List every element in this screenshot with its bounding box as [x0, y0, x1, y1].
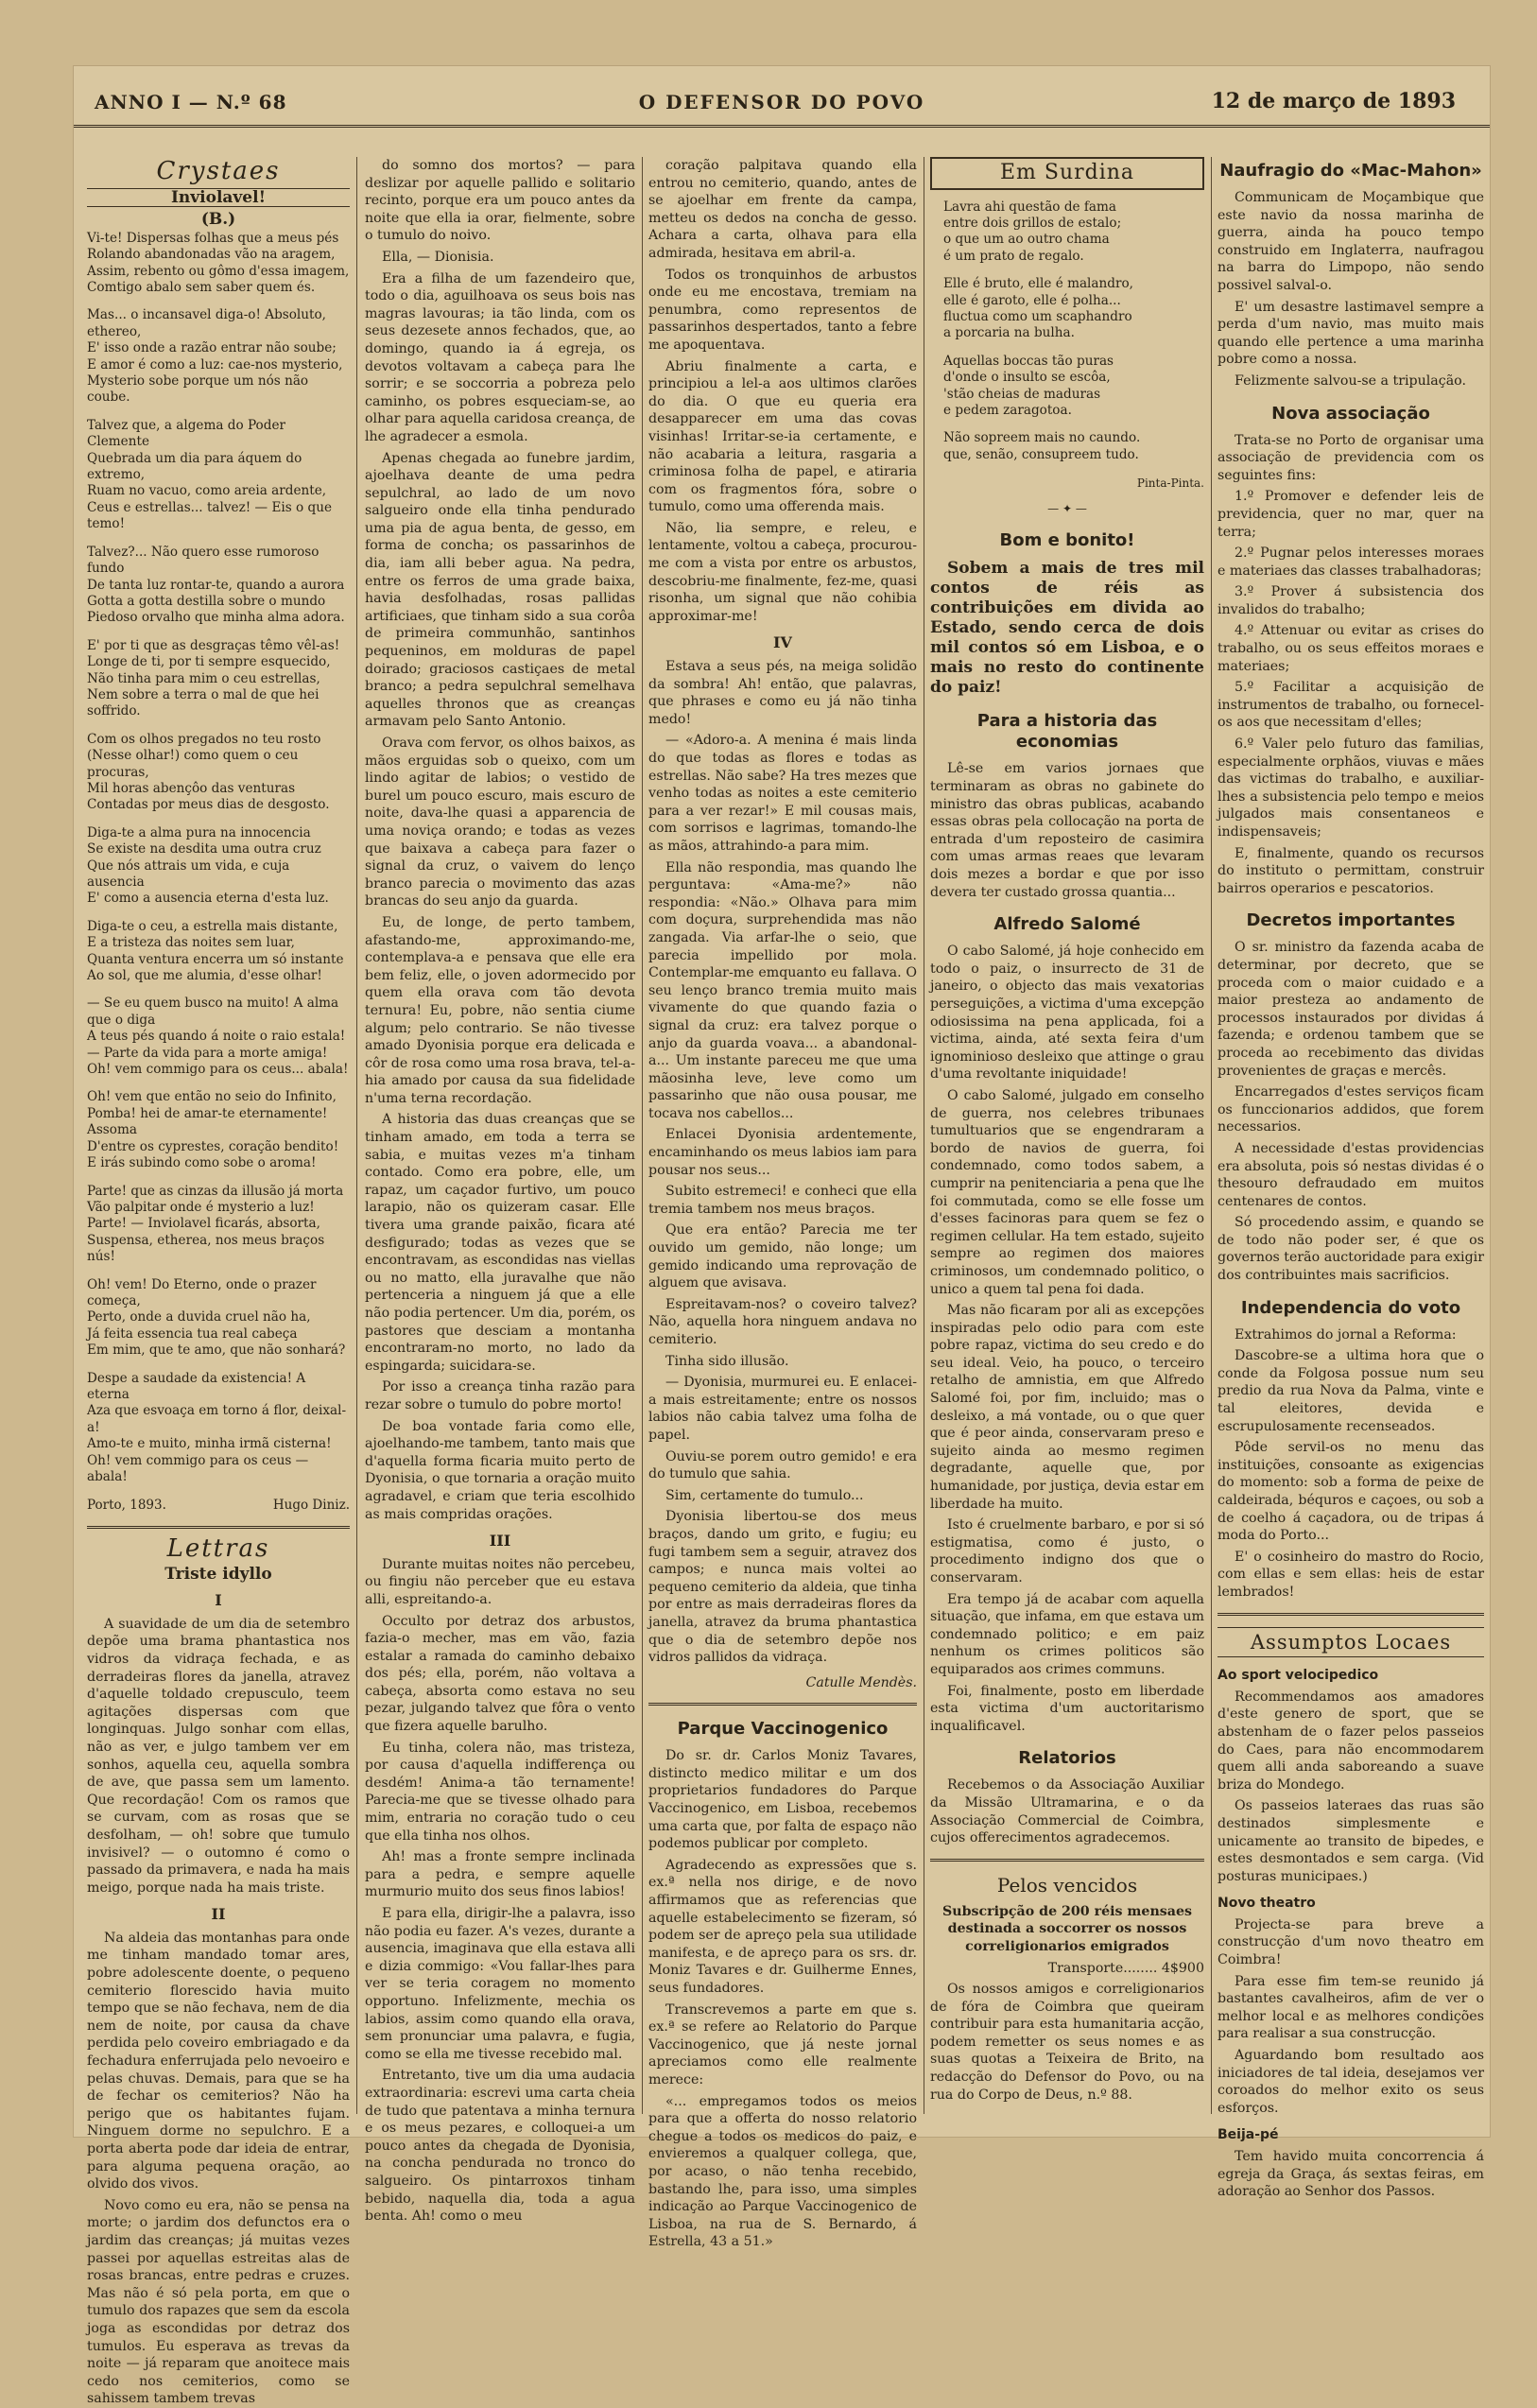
article-paragraph: 5.º Facilitar a acquisição de instrumentos de trabalho, ou fornecel-os aos que necessitam d'elles;	[1218, 680, 1484, 731]
story-author: Catulle Mendès.	[805, 1674, 917, 1690]
article-paragraph: Pôde servil-os no menu das instituições, consoante as exigencias do momento: sob a forma de peixe de caldeirada, béquros e caçoes, ou sob a de coelho á caçadora, ou de tripas á moda do Porto...	[1218, 1440, 1484, 1544]
article-paragraph: Projecta-se para breve a construcção d'um novo theatro em Coimbra!	[1218, 1916, 1484, 1968]
stanza: — Se eu quem busco na muito! A alma que o diga A teus pés quando á noite o raio estala! — Parte da vida para a morte amiga! Oh! vem commigo para os ceus... abala!	[87, 996, 349, 1078]
section-title-crystaes: Crystaes	[156, 157, 281, 185]
story-paragraph: Entretanto, tive um dia uma audacia extraordinaria: escrevi uma carta cheia de tudo que patentava a minha ternura e os meus pezares, e colloquei-a um pouco antes da chegada de Dyonisia, na concha pendurada no tronco do salgueiro. Os pintarroxos tinham bebido, naquella dia, toda a agua benta. Ah! como o meu	[365, 2068, 635, 2225]
article-paragraph: E, finalmente, quando os recursos do instituto o permittam, construir bairros operarios e pescatorios.	[1218, 845, 1484, 896]
article-paragraph: 3.º Prover á subsistencia dos invalidos do trabalho;	[1218, 584, 1484, 617]
story-paragraph: Durante muitas noites não percebeu, ou fingiu não perceber que eu estava alli, espreitando-a.	[365, 1556, 635, 1607]
heading-parque-vaccinogenico: Parque Vaccinogenico	[677, 1719, 889, 1740]
story-paragraph: do somno dos mortos? — para deslizar por aquelle pallido e solitario recinto, porque era um pouco antes da noite que ella ia orar, fielmente, sobre o tumulo do noivo.	[365, 158, 635, 244]
article-paragraph: Agradecendo as expressões que s. ex.ª nella nos dirige, e de novo affirmamos que as referencias que aquelle estabelecimento se fizeram, só podem ser de apreço pela sua utilidade manifesta, e de apreço para os srs. dr. Moniz Tavares e dr. Guilherme Ennes, seus fundadores.	[648, 1857, 917, 1996]
section-title-assumptos-locaes: Assumptos Locaes	[1218, 1627, 1484, 1658]
article-paragraph: Dascobre-se a ultima hora que o conde da Folgosa possue num seu predio da rua Nova da Palma, vinte e tal eleitores, devida e escrupulosamente recenseados.	[1218, 1348, 1484, 1434]
story-paragraph: Por isso a creança tinha razão para rezar sobre o tumulo do pobre morto!	[365, 1379, 635, 1412]
stanza: Elle é bruto, elle é malandro, elle é garoto, elle é polha... fluctua como um scaphandro a porcaria na bulha.	[943, 276, 1133, 341]
article-paragraph: Extrahimos do jornal a Reforma:	[1235, 1326, 1457, 1343]
stanza: Talvez que, a algema do Poder Clemente Quebrada um dia para áquem do extremo, Ruam no vacuo, como areia ardente, Ceus e estrellas... talvez! — Eis o que temo!	[87, 417, 333, 532]
story-paragraph: Novo como eu era, não se pensa na morte; o jardim dos defunctos era o jardim das creanças; já muitas vezes passei por aquellas estreitas alas de rosas brancas, entre pedras e cruzes. Mas não é só pela porta, em que o tumulo dos rapazes que sem da escola joga as escondidas por detraz dos tumulos. Eu esperava as trevas da noite — já reparam que anoitece mais cedo nos cemiterios, como se sahissem tambem trevas	[87, 2197, 350, 2407]
story-paragraph: Eu, de longe, de perto tambem, afastando-me, approximando-me, contemplava-a e pensava que elle era bem feliz, elle, o joven adormecido por quem ella orava com tão devota ternura! Eu, pobre, não sentia ciume algum; pelo contrario. Se não tivesse amado Dyonisia porque era delicada e côr de rosa como uma rosa brava, tel-a-hia amado por causa da sua fidelidade n'uma terna recordação.	[365, 914, 635, 1106]
story-paragraph: Não, lia sempre, e releu, e lentamente, voltou a cabeça, procurou-me com a vista por entre os arbustos, descobriu-me finalmente, fez-me, quasi risonha, um signal que não cohibia approximar-me!	[648, 520, 917, 624]
article-paragraph: Os passeios lateraes das ruas são destinados simplesmente e unicamente ao transito de bipedes, e estes desmontados e sem carga. (Vid posturas municipaes.)	[1218, 1798, 1484, 1884]
article-paragraph: Isto é cruelmente barbaro, e por si só estigmatisa, como é justo, o procedimento indigno dos que o conservaram.	[930, 1517, 1204, 1585]
column-rule	[356, 157, 357, 2114]
story-paragraph: Apenas chegada ao funebre jardim, ajoelhava deante de uma pedra sepulchral, ao lado de um novo salgueiro onde ella tinha pendurado uma pia de agua benta, de gesso, em forma de concha; os passarinhos de dia, iam alli beber agua. Na pedra, entre os ferros de uma grade baixa, havia desfolhadas, rosas pallidas artificiaes, que tinham sido a sua corôa de primeira communhão, santinhos pequeninos, em molduras de papel doirado; graciosos castiçaes de metal branco; a pedra sepulchral semelhava aquelles thronos que as creanças armavam pelo Santo Antonio.	[365, 450, 635, 730]
story-paragraph: Na aldeia das montanhas para onde me tinham mandado tomar ares, pobre adolescente doente, o pequeno cemiterio florescido havia muito tempo que se não fechava, nem de dia nem de noite, por causa da chave perdida pelo coveiro embriagado e da fechadura enferrujada pelo nevoeiro e pelas chuvas. Demais, para que se ha de fechar os cemiterios? Não ha perigo que os habitantes fujam. Ninguem dorme no sepulchro. E a porta aberta pode dar ideia de entrar, para alguma pequena oração, ao olvido dos vivos.	[87, 1930, 350, 2192]
story-paragraph: Ella não respondia, mas quando lhe perguntava: «Ama-me?» não respondia: «Não.» Olhava para mim com doçura, surprehendida mas não zangada. Via arfar-lhe o seio, que parecia impellido por mola. Contemplar-me emquanto eu fallava. O seu lenço branco tremia muito mais vivamente do que quando fazia o signal da cruz: era talvez porque o anjo da guarda voava... a abandonal-a... Um instante pareceu me que uma mãosinha leve, leve como um passarinho que não ousa pousar, me tocava nos cabellos...	[648, 859, 917, 1121]
newspaper-page	[74, 66, 1490, 2407]
article-paragraph: Aguardando bom resultado aos iniciadores de tal ideia, desejamos ver coroados do melhor exito os seus esforços.	[1218, 2048, 1484, 2116]
column-rule	[642, 157, 643, 2114]
story-title: Triste idyllo	[164, 1564, 272, 1584]
issue-date: 12 de março de 1893	[1211, 89, 1456, 113]
article-paragraph: Trata-se no Porto de organisar uma associação de previdencia com os seguintes fins:	[1218, 432, 1484, 483]
heading-pelos-vencidos: Pelos vencidos	[996, 1873, 1138, 1897]
stanza: Não sopreem mais no caundo. que, senão, consupreem tudo.	[943, 430, 1141, 462]
poem-title: Inviolavel!	[87, 188, 350, 208]
heading-naufragio: Naufragio do «Mac-Mahon»	[1219, 161, 1482, 181]
stanza: Parte! que as cinzas da illusão já morta Vão palpitar onde é mysterio a luz! Parte! — Inviolavel ficarás, absorta, Suspensa, etherea, nos meus braços nús!	[87, 1183, 344, 1265]
masthead	[74, 66, 1490, 128]
column-3	[648, 157, 917, 2250]
section-title-lettras: Lettras	[166, 1534, 270, 1563]
stanza: Despe a saudade da existencia! A eterna Aza que esvoaça em torno á flor, deixal-a! Amo-te e muito, minha irmã cisterna! Oh! vem commigo para os ceus — abala!	[87, 1370, 347, 1484]
article-paragraph: Recebemos o da Associação Auxiliar da Missão Ultramarina, e o da Associação Commercial de Coimbra, cujos offerecimentos agradecemos.	[930, 1777, 1204, 1846]
article-paragraph: Transcrevemos a parte em que s. ex.ª se refere ao Relatorio do Parque Vaccinogenico, que já neste jornal apreciamos como elle realmente merece:	[648, 2001, 917, 2088]
article-paragraph: E' o cosinheiro do mastro do Rocio, com ellas e sem ellas: heis de estar lembrados!	[1218, 1549, 1484, 1600]
heading-bom-e-bonito: Bom e bonito!	[999, 530, 1135, 551]
article-paragraph: Communicam de Moçambique que este navio da nossa marinha de guerra, ainda ha pouco tempo construido em Inglaterra, naufragou na barra do Limpopo, não sendo possivel salval-o.	[1218, 190, 1484, 293]
story-paragraph: Dyonisia libertou-se dos meus braços, dando um grito, e fugiu; eu fugi tambem sem a seguir, atravez dos campos; e nunca mais voltei ao pequeno cemiterio da aldeia, que tinha por entre as mais derradeiras flores da janella, atravez da bruma phantastica que o dia de setembro depõe nos vidros pallidos da vidraça.	[648, 1509, 917, 1666]
column-5	[1218, 157, 1484, 2200]
article-paragraph: Os nossos amigos e correligionarios de fóra de Coimbra que queiram contribuir para esta humanitaria acção, podem remetter os seus nomes e as suas quotas a Teixeira de Brito, na redacção do Defensor do Povo, ou na rua do Corpo de Deus, n.º 88.	[930, 1982, 1204, 2103]
heading-novo-theatro: Novo theatro	[1218, 1896, 1316, 1912]
article-paragraph: Só procedendo assim, e quando se de todo não poder ser, é que os governos terão auctoridade para exigir dos contribuintes mais sacrificios.	[1218, 1215, 1484, 1284]
poem-subtitle: (B.)	[200, 210, 236, 230]
stanza: Aquellas boccas tão puras d'onde o insulto se escôa, 'stão cheias de maduras e pedem zaragotoa.	[943, 353, 1114, 419]
article-paragraph: Do sr. dr. Carlos Moniz Tavares, distincto medico militar e um dos proprietarios fundadores do Parque Vaccinogenico, em Lisboa, recebemos uma carta que, por falta de espaço não podemos publicar por completo.	[648, 1748, 917, 1852]
article-paragraph: Recommendamos aos amadores d'este genero de sport, que se abstenham de o fazer pelos passeios do Caes, para não encommodarem quem alli anda saboreando a suave briza do Mondego.	[1218, 1689, 1484, 1793]
story-paragraph: Subito estremeci! e conheci que ella tremia tambem nos meus braços.	[648, 1184, 917, 1217]
story-paragraph: Abriu finalmente a carta, e principiou a lel-a aos ultimos clarões do dia. O que eu queria era desapparecer em uma das covas visinhas! Irritar-se-ia certamente, e não acabaria a leitura, rasgaria a criminosa folha de papel, e atiraria com os fragmentos fóra, sobre o tumulo, como uma offerenda mais.	[648, 358, 917, 515]
story-paragraph: Orava com fervor, os olhos baixos, as mãos erguidas sob o queixo, com um lindo agitar de labios; o vestido de burel um pouco escuro, mais escuro de noite, dava-lhe quasi a apparencia de uma noviça orando; e todas as vezes que baixava a cabeça para fazer o signal da cruz, o vaivem do lenço branco parecia o movimento das azas brancas do seu anjo da guarda.	[365, 736, 635, 909]
story-paragraph: Enlacei Dyonisia ardentemente, encaminhando os meus labios iam para pousar nos seus...	[648, 1127, 917, 1178]
stanza: Lavra ahi questão de fama entre dois grillos de estalo; o que um ao outro chama é um prato de regalo.	[943, 199, 1122, 264]
story-paragraph: — Dyonisia, murmurei eu. E enlacei-a mais estreitamente; entre os nossos labios não cabia talvez uma folha de papel.	[648, 1375, 917, 1443]
divider	[87, 1526, 350, 1529]
story-part-number: II	[211, 1905, 226, 1924]
story-paragraph: Espreitavam-nos? o coveiro talvez? Não, aquella hora ninguem andava no cemiterio.	[648, 1296, 917, 1347]
story-part-number: I	[215, 1591, 222, 1610]
story-paragraph: coração palpitava quando ella entrou no cemiterio, quando, antes de se ajoelhar em frente da campa, metteu os dedos na concha de gesso. Achara a carta, olhava para ella admirada, hesitava em abril-a.	[648, 158, 917, 261]
story-paragraph: A suavidade de um dia de setembro depõe uma brama phantastica nos vidros da vidraça fechada, e as derradeiras flores da janella, atravez d'aquelle toldado crepusculo, teem agitações dispersas com que longinquas. Julgo sonhar com ellas, não as ver, e julgo tambem ver em sonhos, aquella ceu, aquella sombra de ave, que passa sem um lamento. Que recordação! Com os ramos que se curvam, com as rosas que se desfolham, — oh! sobre que tumulo invisivel? — o outomno é como o passado da primavera, e nada ha mais meigo, porque nada ha mais triste.	[87, 1616, 350, 1896]
story-part-number: IV	[773, 633, 792, 652]
subscription-note: Subscripção de 200 réis mensaes destinada a soccorrer os nossos correligionarios emigrados	[942, 1903, 1192, 1954]
heading-decretos: Decretos importantes	[1246, 910, 1456, 931]
story-paragraph: Era a filha de um fazendeiro que, todo o dia, aguilhoava os seus bois nas magras lavouras; ia tão linda, com os seus dezesete annos fechados, que, ao domingo, quando ia á egreja, os devotos voltavam a cabeça para lhe sorrir; e se soccorria a pobreza pelo caminho, os pobres esqueciam-se, ao olhar para aquella caridosa creança, de lhe agradecer a esmola.	[365, 270, 635, 444]
story-part-number: III	[489, 1532, 511, 1550]
article-paragraph: Encarregados d'estes serviços ficam os funccionarios addidos, que forem necessarios.	[1218, 1084, 1484, 1135]
article-paragraph: Para esse fim tem-se reunido já bastantes cavalheiros, afim de ver o melhor local e as melhores condições para realisar a sua construcção.	[1218, 1973, 1484, 2042]
poem-author: Hugo Diniz.	[272, 1498, 350, 1514]
heading-nova-associacao: Nova associação	[1271, 403, 1430, 424]
article-paragraph: Era tempo já de acabar com aquella situação, que infama, em que estava um condemnado politico; e em paiz nenhum os crimes politicos são equiparados aos crimes communs.	[930, 1591, 1204, 1677]
story-paragraph: A historia das duas creanças que se tinham amado, em toda a terra se sabia, e muitas vezes m'a tinham contado. Como era pobre, elle, um rapaz, um caçador furtivo, um pouco larapio, não os quizeram casar. Elle tivera uma grande paixão, ficara até desfigurado; todas as vezes que se encontravam, as escondidas nas viellas ou no matto, ella juravalhe que não pertenceria a ninguem já que a elle não podia pertencer. Um dia, porém, os pastores que desciam a montanha encontraram-no morto, no lado da espingarda; suicidara-se.	[365, 1112, 635, 1374]
story-paragraph: Estava a seus pés, na meiga solidão da sombra! Ah! então, que palavras, que phrases e como eu já não tinha medo!	[648, 659, 917, 727]
stanza: Diga-te a alma pura na innocencia Se existe na desdita uma outra cruz Que nós attrais um vida, e cuja ausencia E' como a ausencia eterna d'esta luz.	[87, 824, 329, 907]
heading-alfredo-salome: Alfredo Salomé	[993, 914, 1141, 935]
divider	[1218, 1613, 1484, 1616]
verse-block	[930, 199, 1204, 464]
story-paragraph: Ah! mas a fronte sempre inclinada para a pedra, e sempre aquelle murmurio muito dos seus finos labios!	[365, 1849, 635, 1900]
article-paragraph: O sr. ministro da fazenda acaba de determinar, por decreto, que se proceda com o maior cuidado e a maior presteza ao andamento de processos instaurados por dividas á fazenda; e ordenou tambem que se proceda ao recebimento das dividas provenientes de graças e mercês.	[1218, 940, 1484, 1079]
story-paragraph: Tinha sido illusão.	[665, 1353, 789, 1369]
heading-sport-velocipedico: Ao sport velocipedico	[1218, 1668, 1379, 1684]
article-paragraph: Mas não ficaram por ali as excepções inspiradas pelo odio para com este pobre rapaz, victima do seu credo e do seu ideal. Veio, ha pouco, o terceiro retalho de amnistia, em que Alfredo Salomé foi, por fim, incluido; mas o desleixo, a má vontade, ou o que quer que é peor ainda, conservaram preso e sujeito ainda ao mesmo regimen degradante, aquelle que, por humanidade, por justiça, devia estar em liberdade ha muito.	[930, 1303, 1204, 1512]
story-paragraph: Sim, certamente do tumulo...	[665, 1487, 864, 1503]
story-paragraph: Ella, — Dionisia.	[382, 249, 494, 265]
column-rule	[1211, 157, 1212, 2114]
article-paragraph: Lê-se em varios jornaes que terminaram as obras no gabinete do ministro das obras publicas, acabando essas obras pela collocação na porta de entrada d'um reposteiro de casimira com umas armas reaes que levaram dois mezes a bordar e que por isso devera ter custado grossa quantia...	[930, 761, 1204, 900]
newspaper-title: O DEFENSOR DO POVO	[638, 91, 925, 113]
article-paragraph: 1.º Promover e defender leis de previdencia, quer no mar, quer na terra;	[1218, 489, 1484, 540]
article-paragraph: Tem havido muita concorrencia á egreja da Graça, ás sextas feiras, em adoração ao Senhor dos Passos.	[1218, 2149, 1484, 2200]
column-2	[365, 157, 635, 2225]
article-paragraph: Foi, finalmente, posto em liberdade esta victima d'um auctoritarismo inqualificavel.	[930, 1683, 1204, 1734]
poem-place: Porto, 1893.	[87, 1498, 166, 1514]
column-1	[87, 157, 350, 2407]
stanza: Mas... o incansavel diga-o! Absoluto, ethereo, E' isso onde a razão entrar não soube; E amor é como a luz: cae-nos mysterio, Mysterio sobe porque um nós não coube.	[87, 307, 343, 406]
article-paragraph: «... empregamos todos os meios para que a offerta do nosso relatorio chegue a todos os medicos do paiz, e envieremos a qualquer collega, que, por acaso, o não tenha recebido, bastando lhe, para isso, uma simples indicação ao Parque Vaccinogenico de Lisboa, na rua de S. Bernardo, á Estrella, 43 a 51.»	[648, 2093, 917, 2250]
divider	[930, 1859, 1204, 1862]
story-paragraph: Eu tinha, colera não, mas tristeza, por causa d'aquella indifferença ou desdém! Anima-a tão ternamente! Parecia-me que se tivesse olhado para mim, entraria no coração tudo o ceu que ella tinha nos olhos.	[365, 1740, 635, 1844]
poem-signature	[87, 1497, 350, 1515]
divider	[648, 1703, 917, 1706]
article-paragraph: Sobem a mais de tres mil contos de réis as contribuições em divida ao Estado, sendo cerca de dois mil contos só em Lisboa, e o mais no resto do continente do paiz!	[930, 559, 1204, 698]
stanza: Oh! vem que então no seio do Infinito, Pomba! hei de amar-te eternamente! Assoma D'entre os cyprestes, coração bendito! E irás subindo como sobe o aroma!	[87, 1089, 339, 1171]
article-paragraph: 4.º Attenuar ou evitar as crises do trabalho, ou os seus effeitos moraes e materiaes;	[1218, 623, 1484, 674]
story-paragraph: Que era então? Parecia me ter ouvido um gemido, não longe; um gemido indicando uma reprovação de alguem que avisava.	[648, 1222, 917, 1291]
heading-beija-pe: Beija-pé	[1218, 2127, 1279, 2143]
heading-independencia-voto: Independencia do voto	[1240, 1297, 1461, 1318]
stanza: E' por ti que as desgraças têmo vêl-as! Longe de ti, por ti sempre esquecido, Não tinha para mim o ceu estrellas, Nem sobre a terra o mal de que hei soffrido.	[87, 637, 340, 719]
story-paragraph: Todos os tronquinhos de arbustos onde eu me encostava, tremiam na penumbra, como representos de passarinhos despertados, tanto a febre me apoquentava.	[648, 267, 917, 353]
stanza: Vi-te! Dispersas folhas que a meus pés Rolando abandonadas vão na aragem, Assim, rebento ou gômo d'essa imagem, Comtigo abalo sem saber quem és.	[87, 230, 350, 295]
story-paragraph: E para ella, dirigir-lhe a palavra, isso não podia eu fazer. A's vezes, durante a ausencia, imaginava que ella estava alli e dizia commigo: «Vou fallar-lhes para ver se teria coragem no momento opportuno. Infelizmente, mechia os labios, assim como quando ella orava, sem pronunciar uma palavra, e fugia, como se ella me tivesse recebido mal.	[365, 1906, 635, 2062]
column-4	[930, 157, 1204, 2114]
stanza: Oh! vem! Do Eterno, onde o prazer começa, Perto, onde a duvida cruel não ha, Já feita essencia tua real cabeça Em mim, que te amo, que não sonhará?	[87, 1276, 346, 1359]
stanza: Com os olhos pregados no teu rosto (Nesse olhar!) como quem o ceu procuras, Mil horas abençôo das venturas Contadas por meus dias de desgosto.	[87, 731, 330, 813]
stanza: Diga-te o ceu, a estrella mais distante, E a tristeza das noites sem luar, Quanta ventura encerra um só instante Ao sol, que me alumia, d'esse olhar!	[87, 918, 344, 984]
verse-author: Pinta-Pinta.	[1136, 476, 1204, 491]
article-paragraph: O cabo Salomé, julgado em conselho de guerra, nos celebres tribunaes tumultuarios que se engendraram a bordo de navios de guerra, foi condemnado, como todos sabem, a cumprir na penitenciaria a pena que lhe foi commutada, como se elle fosse um d'esses facinoras para quem se fez o regimen cellular. Ha tem estado, sujeito sempre ao regimen dos maiores criminosos, um condemnado politico, o unico a quem tal pena foi dada.	[930, 1087, 1204, 1297]
article-paragraph: E' um desastre lastimavel sempre a perda d'um navio, mas muito mais quando elle pertence a uma marinha pobre como a nossa.	[1218, 299, 1484, 368]
subscription-total: Transporte........ 4$900	[1047, 1960, 1204, 1976]
star-divider: — ✦ —	[1047, 501, 1087, 515]
story-paragraph: — «Adoro-a. A menina é mais linda do que todas as flores e todas as estrellas. Não sabe? Ha tres mezes que venho todas as noites a este cemiterio para a ver rezar!» E mil cousas mais, com sorrisos e lagrimas, tomando-lhe as mãos, attrahindo-a para mim.	[648, 733, 917, 854]
article-paragraph: O cabo Salomé, já hoje conhecido em todo o paiz, o insurrecto de 31 de janeiro, o objecto das mais vexatorias perseguições, a victima d'uma excepção odiosissima na pena applicada, foi a victima, ainda, até sexta feira d'um ignominioso desleixo que attinge o grau d'uma revoltante iniquidade!	[930, 944, 1204, 1083]
stanza: Talvez?... Não quero esse rumoroso fundo De tanta luz rontar-te, quando a aurora Gotta a gotta destilla sobre o mundo Piedoso orvalho que minha alma adora.	[87, 544, 345, 626]
poem-body	[87, 231, 350, 1486]
article-paragraph: A necessidade d'estas providencias era absoluta, pois só nestas dividas é o thesouro defraudado em muitos centenares de contos.	[1218, 1140, 1484, 1209]
heading-relatorios: Relatorios	[1018, 1748, 1116, 1769]
issue-number: ANNO I — N.º 68	[95, 91, 287, 113]
story-paragraph: De boa vontade faria como elle, ajoelhando-me tambem, tanto mais que d'aquella forma ficaria muito perto de Dyonisia, o que tornaria a oração muito agradavel, e criam que teria escolhido as mais compridas orações.	[365, 1418, 635, 1522]
article-paragraph: Felizmente salvou-se a tripulação.	[1235, 372, 1466, 389]
story-paragraph: Occulto por detraz dos arbustos, fazia-o mecher, mas em vão, fazia estalar a ramada do caminho debaixo dos pés; ella, porém, não voltava a cabeça, absorta como estava no seu pezar, julgando talvez que fôra o vento que fizera aquelle barulho.	[365, 1613, 635, 1735]
article-paragraph: 6.º Valer pelo futuro das familias, especialmente orphãos, viuvas e mães das victimas do trabalho, e auxiliar-lhes a subsistencia pelo tempo e meios julgados mais consentaneos e indispensaveis;	[1218, 736, 1484, 840]
section-title-em-surdina: Em Surdina	[930, 157, 1204, 190]
heading-historia-economias: Para a historia das economias	[976, 711, 1158, 753]
story-paragraph: Ouviu-se porem outro gemido! e era do tumulo que sahia.	[648, 1448, 917, 1482]
article-paragraph: 2.º Pugnar pelos interesses moraes e materiaes das classes trabalhadoras;	[1218, 546, 1484, 579]
